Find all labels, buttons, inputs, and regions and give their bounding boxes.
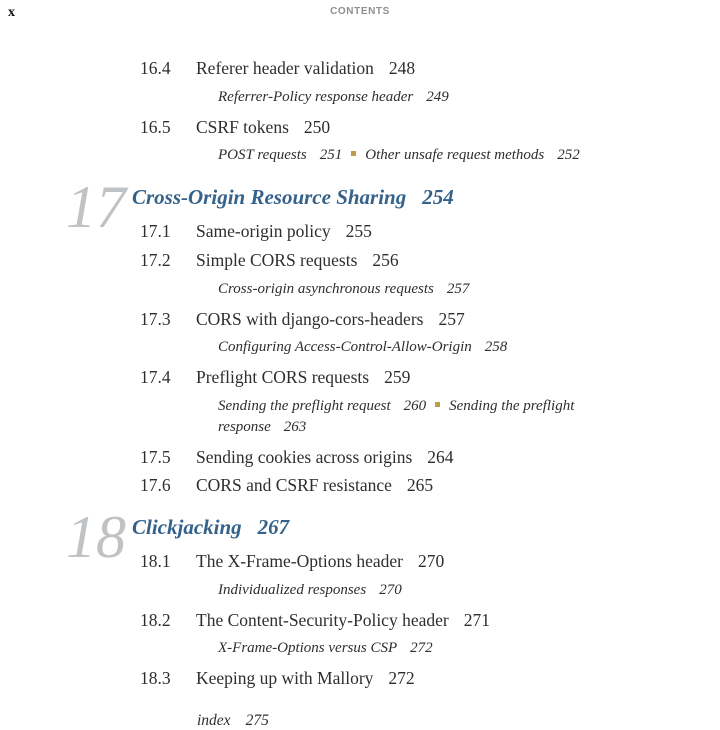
toc-section-row bbox=[0, 447, 720, 468]
subsection-page-number: 257 bbox=[446, 280, 470, 297]
section-title: The Content-Security-Policy header bbox=[196, 609, 449, 630]
toc-section-row bbox=[0, 58, 720, 79]
section-number: 17.1 bbox=[140, 221, 171, 242]
section-title: CSRF tokens bbox=[196, 116, 289, 137]
subsection-page-number: 270 bbox=[379, 581, 402, 598]
subsection-title: Sending the preflight request bbox=[218, 397, 391, 414]
section-page-number: 271 bbox=[463, 609, 490, 630]
toc-section-row bbox=[0, 668, 720, 689]
chapter-title: Clickjacking bbox=[132, 515, 242, 540]
subsection-title: POST requests bbox=[218, 147, 307, 164]
section-page-number: 248 bbox=[388, 58, 416, 78]
subsection-page-number: 258 bbox=[484, 339, 508, 356]
section-number: 17.6 bbox=[140, 475, 171, 496]
section-number: 18.2 bbox=[140, 609, 171, 630]
section-number: 18.3 bbox=[140, 668, 171, 689]
toc-section-row bbox=[0, 117, 720, 138]
section-page-number: 259 bbox=[384, 367, 411, 388]
toc-section-row bbox=[0, 475, 720, 496]
section-title: Keeping up with Mallory bbox=[196, 668, 374, 689]
subsection-page-number: 249 bbox=[426, 88, 449, 105]
section-number: 17.4 bbox=[140, 367, 171, 388]
toc-section-row bbox=[0, 367, 720, 388]
section-title: CORS with django-cors-headers bbox=[196, 308, 424, 329]
toc-subsection-row bbox=[218, 638, 620, 659]
section-number: 18.1 bbox=[140, 551, 171, 572]
chapter-number: 17 bbox=[66, 174, 126, 241]
section-title: Preflight CORS requests bbox=[196, 367, 370, 388]
bullet-separator-icon bbox=[435, 402, 440, 407]
subsection-title: Other unsafe request methods bbox=[365, 147, 545, 164]
chapter-number: 18 bbox=[66, 504, 126, 571]
chapter-title: Cross-Origin Resource Sharing bbox=[132, 185, 407, 210]
table-of-contents bbox=[0, 28, 720, 730]
chapter-page-number: 254 bbox=[422, 185, 454, 210]
section-page-number: 270 bbox=[418, 551, 445, 572]
toc-subsection-row bbox=[218, 279, 620, 300]
section-title: Sending cookies across origins bbox=[196, 446, 413, 467]
toc-subsection-row bbox=[218, 87, 620, 108]
section-title: CORS and CSRF resistance bbox=[196, 475, 392, 496]
subsection-page-number: 252 bbox=[557, 147, 580, 164]
section-title: Simple CORS requests bbox=[196, 249, 358, 270]
subsection-page-number: 251 bbox=[319, 147, 343, 164]
subsection-page-number: 263 bbox=[283, 418, 307, 435]
section-page-number: 264 bbox=[427, 446, 454, 467]
subsection-title: Configuring Access-Control-Allow-Origin bbox=[218, 339, 472, 356]
section-number: 16.5 bbox=[140, 116, 171, 137]
toc-subsection-row bbox=[218, 396, 620, 438]
subsection-title: Cross-origin asynchronous requests bbox=[218, 280, 434, 297]
toc-section-row bbox=[0, 250, 720, 271]
bullet-separator-icon bbox=[351, 151, 356, 156]
section-page-number: 265 bbox=[406, 475, 434, 496]
toc-subsection-row bbox=[218, 337, 620, 358]
section-number: 17.2 bbox=[140, 249, 171, 270]
toc-section-row bbox=[0, 610, 720, 631]
section-number: 17.3 bbox=[140, 308, 171, 329]
subsection-page-number: 272 bbox=[410, 640, 433, 657]
chapter-page-number: 267 bbox=[257, 515, 290, 540]
running-header: CONTENTS bbox=[330, 6, 390, 17]
backmatter-title: index bbox=[197, 712, 231, 730]
toc-subsection-row bbox=[218, 145, 620, 166]
subsection-title: Individualized responses bbox=[218, 581, 367, 598]
section-page-number: 255 bbox=[345, 221, 372, 242]
section-page-number: 256 bbox=[372, 249, 399, 270]
toc-subsection-row bbox=[218, 580, 620, 601]
section-page-number: 257 bbox=[438, 308, 465, 329]
section-number: 17.5 bbox=[140, 446, 171, 467]
section-page-number: 272 bbox=[388, 668, 415, 689]
subsection-title: Referrer-Policy response header bbox=[218, 88, 414, 105]
subsection-title: Sending the preflight response bbox=[218, 397, 575, 435]
section-number: 16.4 bbox=[140, 58, 171, 78]
section-title: Referer header validation bbox=[196, 58, 374, 78]
toc-section-row bbox=[0, 309, 720, 330]
section-title: The X-Frame-Options header bbox=[196, 551, 404, 572]
page-number-folio: x bbox=[8, 5, 15, 20]
subsection-page-number: 260 bbox=[403, 397, 427, 414]
page-header bbox=[0, 0, 720, 28]
section-title: Same-origin policy bbox=[196, 221, 331, 242]
toc-backmatter-row bbox=[197, 712, 720, 730]
backmatter-page-number: 275 bbox=[245, 712, 269, 730]
section-page-number: 250 bbox=[303, 116, 331, 137]
subsection-title: X-Frame-Options versus CSP bbox=[218, 640, 398, 657]
